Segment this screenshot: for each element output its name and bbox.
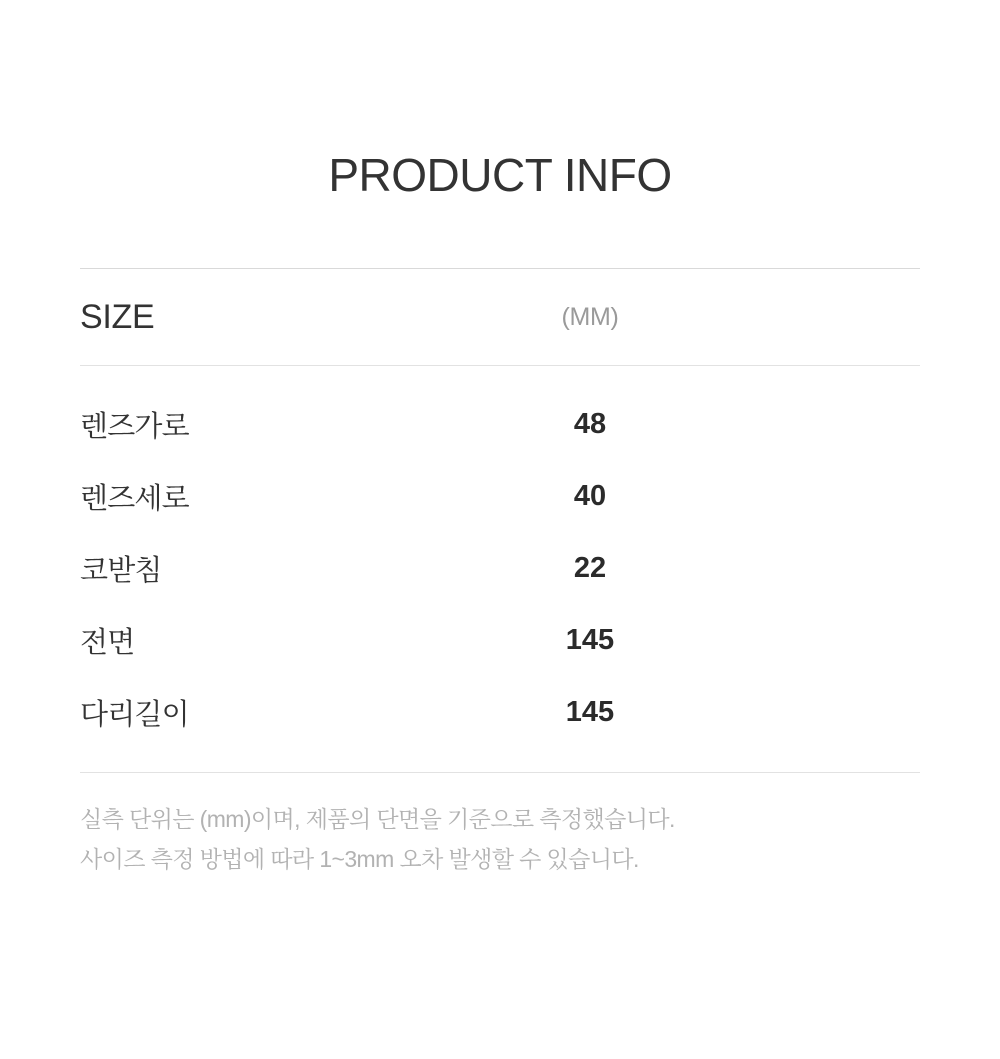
row-value: 145 bbox=[565, 695, 615, 728]
row-value: 48 bbox=[573, 407, 607, 440]
table-row bbox=[80, 388, 920, 460]
table-header-unit-label: (MM) bbox=[561, 302, 619, 331]
row-label: 전면 bbox=[80, 626, 135, 659]
note-line: 실측 단위는 (mm)이며, 제품의 단면을 기준으로 측정했습니다. bbox=[80, 806, 675, 832]
table-header-row bbox=[80, 269, 920, 366]
table-row bbox=[80, 532, 920, 604]
table-row bbox=[80, 604, 920, 676]
measurement-notes bbox=[80, 773, 920, 879]
size-spec-table bbox=[80, 202, 920, 879]
table-row bbox=[80, 460, 920, 532]
note-line: 사이즈 측정 방법에 따라 1~3mm 오차 발생할 수 있습니다. bbox=[80, 846, 639, 872]
row-value: 22 bbox=[573, 551, 607, 584]
row-value: 40 bbox=[573, 479, 607, 512]
table-header-size-label: SIZE bbox=[80, 297, 155, 336]
table-body bbox=[80, 366, 920, 772]
row-value: 145 bbox=[565, 623, 615, 656]
page-title: PRODUCT INFO bbox=[328, 149, 672, 201]
row-label: 렌즈세로 bbox=[80, 482, 189, 515]
row-label: 다리길이 bbox=[80, 698, 189, 731]
row-label: 코받침 bbox=[80, 554, 162, 587]
table-row bbox=[80, 676, 920, 748]
row-label: 렌즈가로 bbox=[80, 410, 189, 443]
